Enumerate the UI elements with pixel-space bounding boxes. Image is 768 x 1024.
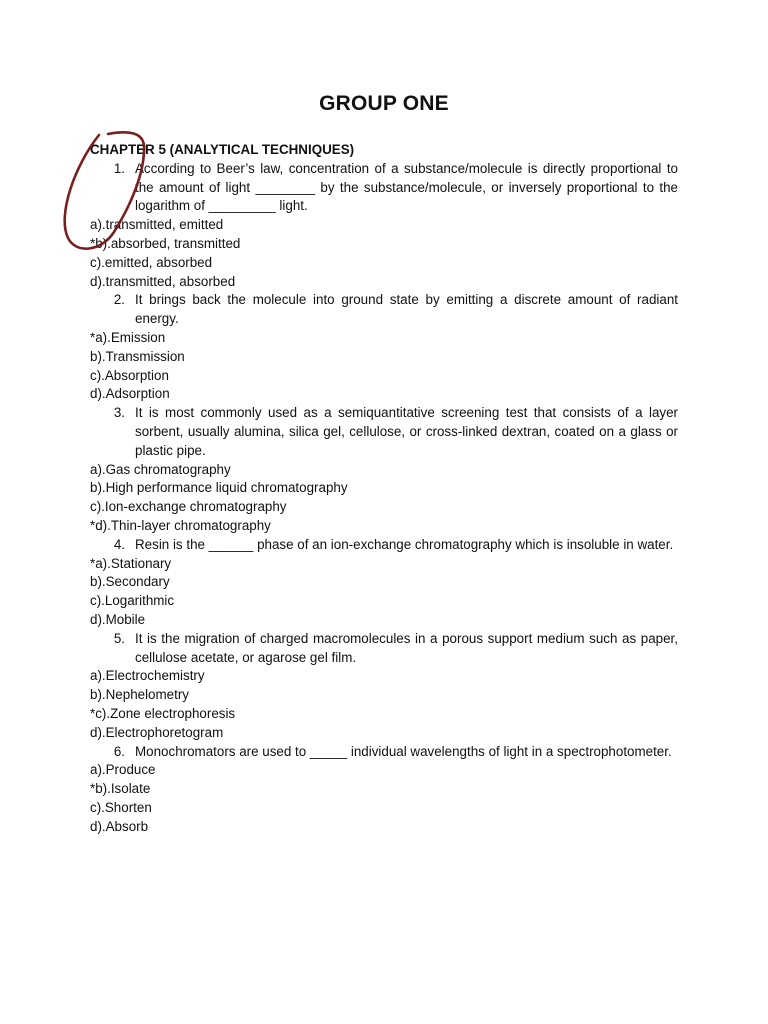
answer-option: c).Shorten xyxy=(90,799,152,815)
question xyxy=(90,404,678,460)
question-block xyxy=(90,743,678,837)
question-number: 5. xyxy=(113,630,125,646)
answer-option: d).transmitted, absorbed xyxy=(90,273,236,289)
answer-option: *b).absorbed, transmitted xyxy=(90,235,241,251)
answer-option: d).Adsorption xyxy=(90,386,170,402)
answer-option: d).Mobile xyxy=(90,611,146,627)
question xyxy=(90,160,678,216)
question-text: According to Beer’s law, concentration of a substance/molecule is directly proportional to the amount of light ________ by the substance/molecule, or inversely proportional to the logarithm of _________ light. xyxy=(135,160,678,214)
answer-option: b).Secondary xyxy=(90,574,170,590)
chapter-heading: CHAPTER 5 (ANALYTICAL TECHNIQUES) xyxy=(90,142,355,157)
question xyxy=(90,630,678,668)
question xyxy=(90,536,678,555)
answer-option: *c).Zone electrophoresis xyxy=(90,705,236,721)
question-number: 1. xyxy=(113,160,125,176)
question-text: It is the migration of charged macromolecules in a porous support medium such as paper, cellulose acetate, or agarose gel film. xyxy=(135,630,678,665)
answer-option: c).emitted, absorbed xyxy=(90,254,213,270)
question-block xyxy=(90,404,678,536)
question-number: 2. xyxy=(113,292,125,308)
question-number: 4. xyxy=(113,536,125,552)
question-block xyxy=(90,160,678,292)
answer-option: *a).Emission xyxy=(90,329,166,345)
question-block xyxy=(90,630,678,743)
answer-option: c).Ion-exchange chromatography xyxy=(90,499,287,515)
answer-option: a).Gas chromatography xyxy=(90,461,231,477)
answer-option: a).transmitted, emitted xyxy=(90,217,224,233)
answer-option: a).Produce xyxy=(90,762,156,778)
answer-option: a).Electrochemistry xyxy=(90,668,205,684)
answer-option: *b).Isolate xyxy=(90,781,151,797)
question-number: 6. xyxy=(113,743,125,759)
question-text: Resin is the ______ phase of an ion-exchange chromatography which is insoluble in water. xyxy=(135,536,674,552)
answer-option: b).Nephelometry xyxy=(90,687,189,703)
answer-option: b).Transmission xyxy=(90,348,185,364)
answer-option: d).Electrophoretogram xyxy=(90,724,224,740)
question xyxy=(90,743,678,762)
question-text: Monochromators are used to _____ individual wavelengths of light in a spectrophotometer. xyxy=(135,743,672,759)
question-text: It brings back the molecule into ground state by emitting a discrete amount of radiant energy. xyxy=(135,292,678,327)
question xyxy=(90,291,678,329)
answer-option: c).Logarithmic xyxy=(90,593,175,609)
answer-option: *d).Thin-layer chromatography xyxy=(90,517,271,533)
question-number: 3. xyxy=(113,405,125,421)
answer-option: d).Absorb xyxy=(90,818,149,834)
document-body xyxy=(90,141,678,836)
question-block xyxy=(90,536,678,630)
question-text: It is most commonly used as a semiquantitative screening test that consists of a layer sorbent, usually alumina, silica gel, cellulose, or cross-linked dextran, coated on a glass or plastic pipe. xyxy=(135,405,678,458)
page-title: GROUP ONE xyxy=(319,92,449,115)
answer-option: c).Absorption xyxy=(90,367,169,383)
question-block xyxy=(90,291,678,404)
answer-option: *a).Stationary xyxy=(90,555,172,571)
answer-option: b).High performance liquid chromatography xyxy=(90,480,348,496)
